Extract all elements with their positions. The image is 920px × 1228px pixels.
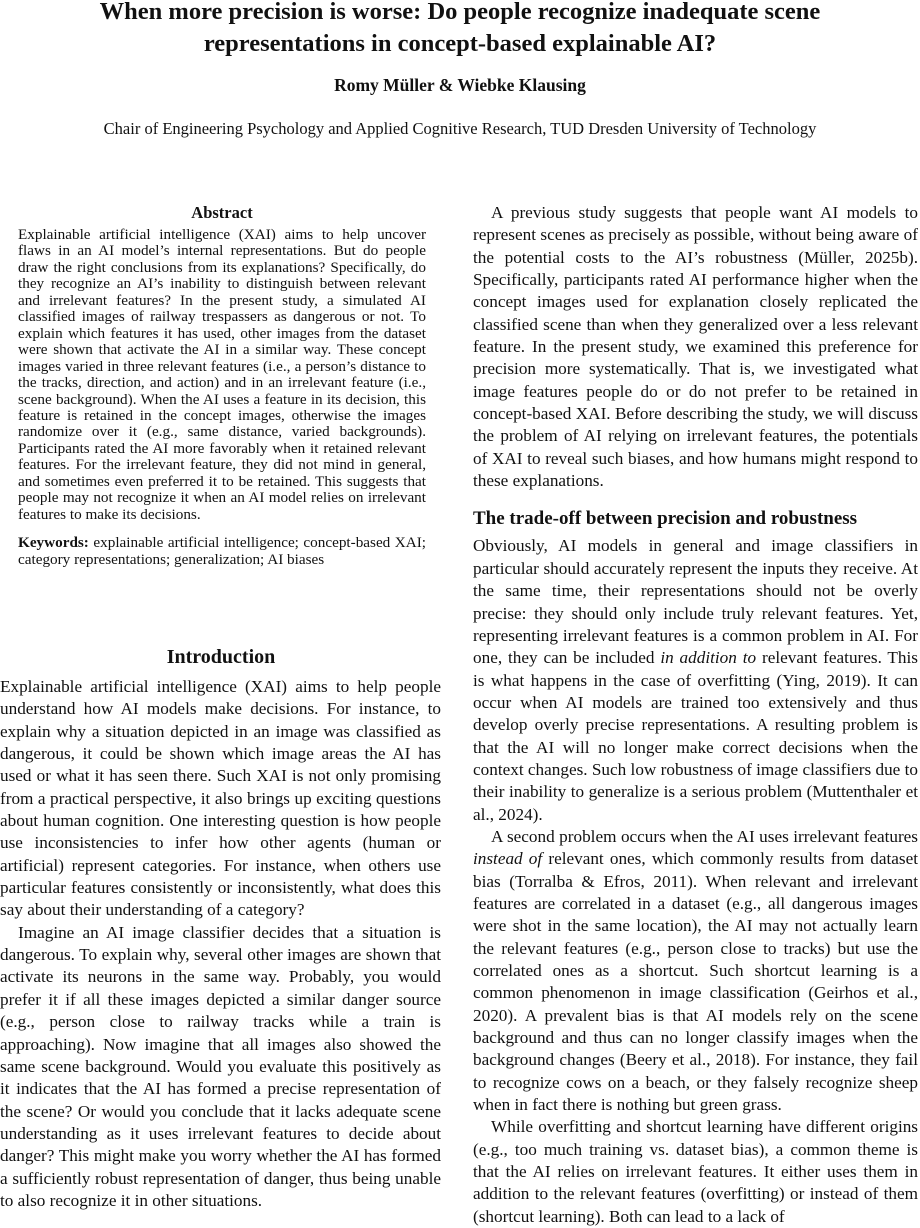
keywords — [18, 535, 426, 568]
text-segment: relevant features. This is what happens in the case of overfitting (Ying, 2019). It can occur when AI models are trained too extensively and thus develop overly precise representations. A resulting problem is that the AI will no longer make correct decisions when the context changes. Such low robustness of image classifiers due to their inability to generalize is a serious problem (Muttenthaler et al., 2024). — [473, 648, 918, 824]
abstract-heading: Abstract — [191, 203, 253, 222]
tradeoff-heading: The trade-off between precision and robustness — [473, 508, 858, 530]
right-column — [473, 202, 918, 1228]
keywords-label: Keywords: — [18, 534, 89, 552]
intro-paragraph-2: Imagine an AI image classifier decides that a situation is dangerous. To explain why, several other images are shown that activate its neurons in the same way. Probably, you would prefer it if all these images depicted a similar danger source (e.g., person close to railway tracks while a train is approaching). Now imagine that all images also showed the same scene background. Would you evaluate this positively as it indicates that the AI has formed a precise representation of the scene? Or would you conclude that it lacks adequate scene understanding as it uses irrelevant features to decide about danger? This might make you worry whether the AI has formed a sufficiently robust representation of danger, thus being unable to also recognize it in other situations. — [0, 922, 441, 1210]
emphasis: instead of — [473, 849, 543, 869]
tradeoff-paragraph-1 — [473, 535, 918, 825]
abstract-section — [18, 203, 426, 568]
emphasis: in addition to — [660, 648, 757, 668]
introduction-heading: Introduction — [166, 646, 276, 668]
text-segment: A second problem occurs when the AI uses irrelevant features — [491, 826, 918, 846]
left-column — [0, 676, 441, 1212]
intro-paragraph-1: Explainable artificial intelligence (XAI) aims to help people understand how AI models make decisions. For instance, to explain why a situation depicted in an image was classified as dangerous, it could be shown which image areas the AI has used or what it has seen there. Such XAI is not only promising from a practical perspective, it also brings up exciting questions about human cognition. One interesting question is how people use inconsistencies to infer how other agents (human or artificial) represent categories. For instance, when others use particular features consistently or inconsistently, what does this say about their understanding of a category? — [0, 677, 441, 920]
paper-title — [0, 0, 920, 60]
text-segment: relevant ones, which commonly results from dataset bias (Torralba & Efros, 2011). When relevant and irrelevant features are correlated in a dataset (e.g., all dangerous images were shot in the same location), the AI may not actually learn the relevant features (e.g., person close to tracks) but use the correlated ones as a shortcut. Such shortcut learning is a common phenomenon in image classification (Geirhos et al., 2020). A prevalent bias is that AI models rely on the scene background and thus can no longer classify images when the background changes (Beery et al., 2018). For instance, they fail to recognize cows on a beach, or they falsely recognize sheep when in fact there is nothing but green grass. — [473, 849, 918, 1115]
keywords-list: explainable artificial intelligence; concept-based XAI; category representations; generalization; AI biases — [18, 534, 426, 568]
abstract-text: Explainable artificial intelligence (XAI) aims to help uncover flaws in an AI model’s internal representations. But do people draw the right conclusions from its explanations? Specifically, do they recognize an AI’s inability to distinguish between relevant and irrelevant features? In the present study, a simulated AI classified images of railway trespassers as dangerous or not. To explain which features it has used, other images from the dataset were shown that activate the AI in a similar way. These concept images varied in three relevant features (i.e., a person’s distance to the tracks, direction, and action) and in an irrelevant feature (i.e., scene background). When the AI uses a feature in its decision, this feature is retained in the concept images, otherwise the images randomize over it (e.g., same distance, varied backgrounds). Participants rated the AI more favorably when it retained relevant features. For the irrelevant feature, they did not mind in general, and sometimes even preferred it to be retained. This suggests that people may not recognize it when an AI model relies on irrelevant features to make its decisions. — [18, 226, 426, 523]
title-line-1: When more precision is worse: Do people recognize inadequate scene — [99, 0, 821, 25]
tradeoff-paragraph-2 — [473, 826, 918, 1116]
intro-paragraph-3: A previous study suggests that people want AI models to represent scenes as precisely as possible, without being aware of the potential costs to the AI’s robustness (Müller, 2025b). Specifically, participants rated AI performance higher when the concept images used for explanation closely replicated the classified scene than when they generalized over a less relevant feature. In the present study, we examined this preference for precision more systematically. That is, we investigated what image features people do or do not prefer to be retained in concept-based XAI. Before describing the study, we will discuss the problem of AI relying on irrelevant features, the potentials of XAI to reveal such biases, and how humans might respond to these explanations. — [473, 203, 918, 491]
text-segment: Obviously, AI models in general and image classifiers in particular should accurately represent the inputs they receive. At the same time, their representations should not be overly precise: they should only include truly relevant features. Yet, representing irrelevant features is a common problem in AI. For one, they can be included — [473, 536, 918, 668]
authors: Romy Müller & Wiebke Klausing — [334, 75, 586, 95]
tradeoff-paragraph-3: While overfitting and shortcut learning have different origins (e.g., too much training vs. dataset bias), a common theme is that the AI relies on irrelevant features. It either uses them in addition to the relevant features (overfitting) or instead of them (shortcut learning). Both can lead to a lack of — [473, 1117, 918, 1226]
title-line-2: representations in concept-based explainable AI? — [203, 30, 717, 57]
affiliation: Chair of Engineering Psychology and Applied Cognitive Research, TUD Dresden University of Technology — [103, 119, 817, 138]
